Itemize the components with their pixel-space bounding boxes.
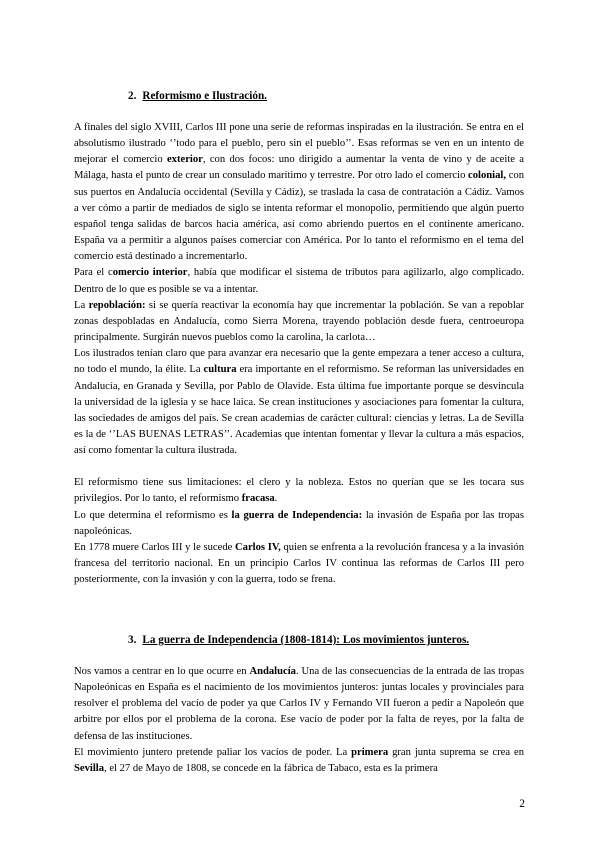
section-3-number: 3. xyxy=(128,634,137,646)
paragraph xyxy=(74,508,524,540)
section-2-number: 2. xyxy=(128,90,137,102)
paragraph xyxy=(74,120,524,265)
bold-term: cultura xyxy=(203,364,237,376)
section-2-title: Reformismo e Ilustración. xyxy=(142,90,267,102)
bold-term: repoblación: xyxy=(88,299,146,311)
paragraph xyxy=(74,346,524,459)
paragraph-text: Nos vamos a centrar en lo que ocurre en xyxy=(74,666,250,677)
paragraph-text: , el 27 de Mayo de 1808, se concede en la fábrica de Tabaco, esta es la primera xyxy=(104,762,438,774)
page-number: 2 xyxy=(519,798,525,810)
paragraph xyxy=(74,745,524,777)
bold-term: colonial, xyxy=(468,170,507,182)
paragraph-text: . xyxy=(274,493,278,505)
paragraph xyxy=(74,475,524,507)
paragraph-text: El movimiento juntero pretende paliar los vacíos de poder. La xyxy=(74,746,352,758)
paragraph-text: En 1778 muere Carlos III y le sucede xyxy=(74,541,236,553)
paragraph-text: Los ilustrados tenían claro que para avanzar era necesario que la gente empezara a tener acceso a cultura, no todo el mundo, la élite. La xyxy=(74,348,524,376)
bold-term: exterior xyxy=(166,154,203,166)
bold-term: primera xyxy=(351,746,389,758)
paragraph-text: era importante en el reformismo. Se reforman las universidades en Andalucía, en Granada y Sevilla, por Pablo de Olavide. Esta última fue importante porque se desvincula la universidad de la iglesia y se hace laica. Se crean instituciones y asociaciones para fomentar la cultura, las sociedades de amigos del país. Se crean academias de carácter cultural: ciencias y letras. La de Sevilla es la de ‘’LAS BUENAS LETRAS’’. Academias que intentan fomentar y llevar la cultura a más espacios, así como fomentar la cultura ilustrada. xyxy=(74,364,525,457)
paragraph-text: gran junta suprema se crea en xyxy=(388,746,524,758)
bold-term: Andalucía xyxy=(249,666,296,677)
paragraph-text: Para el c xyxy=(74,267,113,279)
paragraph-text: Lo que determina el reformismo es xyxy=(74,509,232,521)
paragraph-text: A finales del siglo XVIII, Carlos III pone una serie de reformas inspiradas en la ilustración. Se entra en el absolutismo ilustrado ‘’todo para el pueblo, pero sin el pueblo’’. Esas reformas se ven en un intento de mejorar el comercio xyxy=(74,122,524,166)
bold-term: Sevilla xyxy=(74,762,105,774)
section-2-heading xyxy=(128,88,267,104)
bold-term: fracasa xyxy=(241,493,275,505)
section-3-heading xyxy=(128,632,469,648)
paragraph-text: , había que modificar el sistema de tributos para agilizarlo, algo complicado. Dentro de lo que es posible se va a intentar. xyxy=(74,267,524,295)
paragraph xyxy=(74,540,524,588)
paragraph-text: . Una de las consecuencias de la entrada de las tropas Napoleónicas en España es el nacimiento de los movimientos junteros: juntas locales y provinciales para resolver el problema del vacío de poder ya que Carlos IV y Fernando VII fueron a pedir a Napoleón que arbitre por ellos por el problema de la corona. Ese vacío de poder por la falta de reyes, por la falta de defensa de las instituciones. xyxy=(74,666,525,742)
bold-term: la guerra de Independencia: xyxy=(231,509,363,521)
bold-term: omercio interior xyxy=(112,267,188,279)
section-3-body xyxy=(74,664,524,777)
paragraph-gap xyxy=(74,459,524,475)
paragraph-text: con sus puertos en Andalucía occidental (Sevilla y Cádiz), se traslada la casa de contratación a Cádiz. Vamos a ver cómo a partir de mediados de siglo se intenta reformar el monopolio, permitiendo que algún puerto español tenga salidas de barcos hacia américa, así como abriendo puertos en el continente americano. España va a permitir a algunos países comerciar con América. Por lo tanto el reformismo en el tema del comercio está destinado a incrementarlo. xyxy=(74,170,524,263)
paragraph-text: la invasión de España por las tropas napoleónicas. xyxy=(74,509,524,537)
section-2-body xyxy=(74,120,524,588)
paragraph-text: quien se enfrenta a la revolución francesa y a la invasión francesa del territorio nacional. En un principio Carlos IV continua las reformas de Carlos III pero posteriormente, con la invasión y con la guerra, todo se frena. xyxy=(74,541,524,586)
paragraph xyxy=(74,298,524,346)
section-3-title: La guerra de Independencia (1808-1814): Los movimientos junteros. xyxy=(142,634,470,646)
paragraph xyxy=(74,664,524,745)
bold-term: Carlos IV, xyxy=(235,541,281,553)
paragraph-text: La xyxy=(74,299,89,311)
paragraph-text: , con dos focos: uno dirigido a aumentar la venta de vino y de aceite a Málaga, hasta el punto de crear un consulado marítimo y terrestre. Por otro lado el comercio xyxy=(74,154,524,182)
paragraph-text: si se quería reactivar la economía hay que incrementar la población. Se van a repoblar zonas despobladas en Andalucía, como Sierra Morena, trayendo población desde fuera, centroeuropa principalmente. Surgirán nuevos pueblos como la carolina, la carlota… xyxy=(74,299,524,344)
paragraph-text: El reformismo tiene sus limitaciones: el clero y la nobleza. Estos no querían que se les tocara sus privilegios. Por lo tanto, el reformismo xyxy=(74,477,524,505)
paragraph xyxy=(74,265,524,297)
